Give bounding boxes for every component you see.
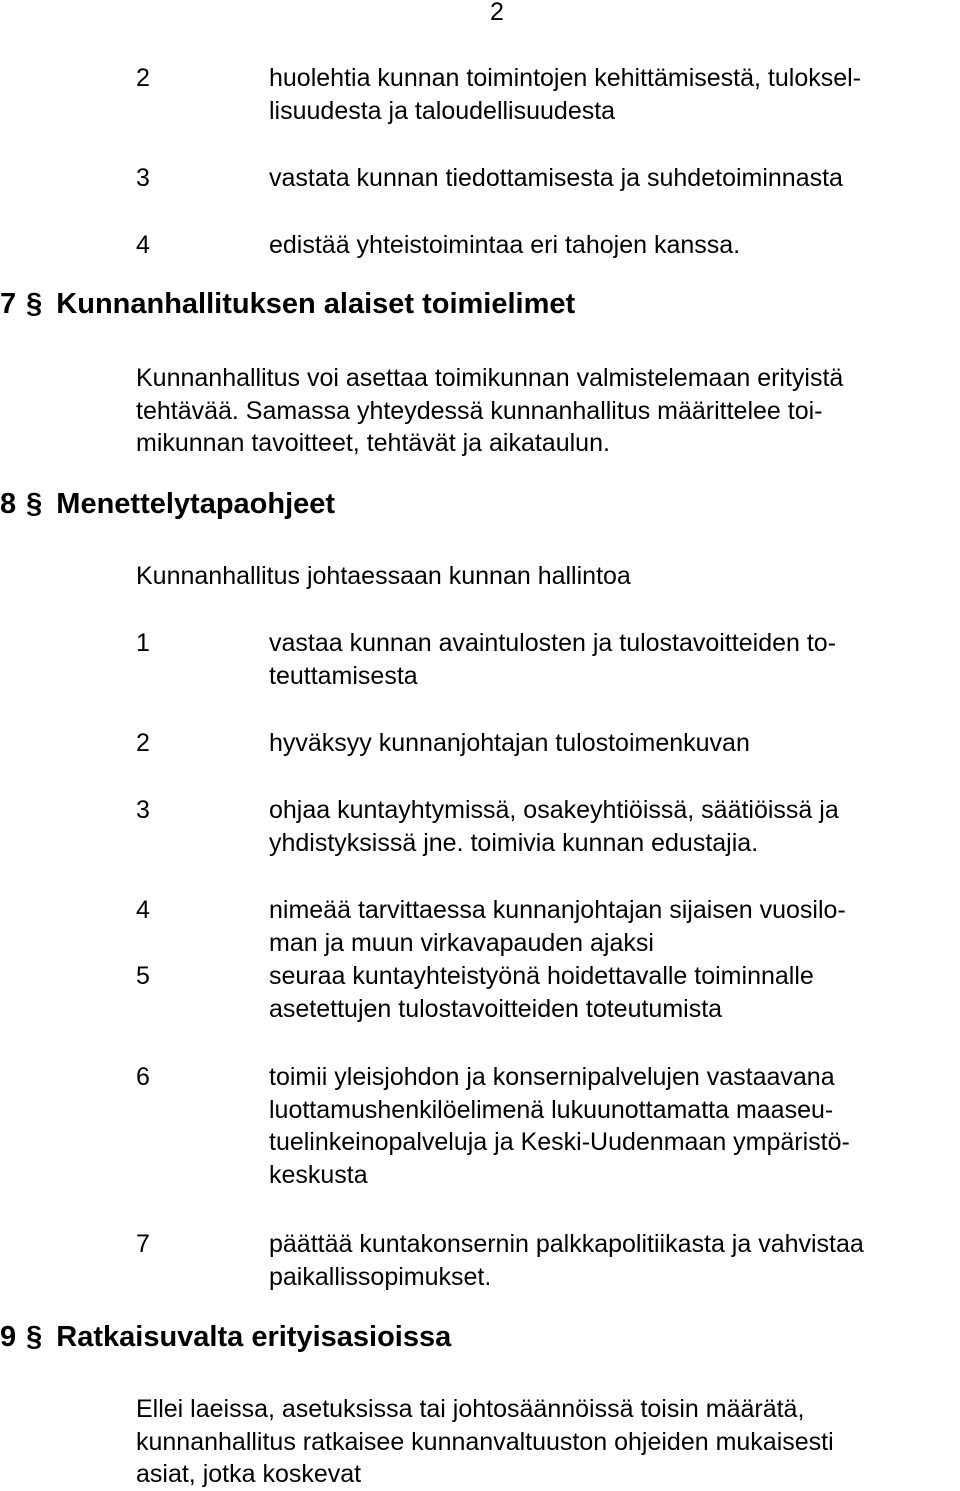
list-item-number: 3 <box>136 164 150 192</box>
list-item-text: toimii yleisjohdon ja konsernipalvelujen vastaavana luottamushenkilöelimenä lukuunottamatta maaseu- tuelinkeinopalveluja ja Keski-Uudenmaan ympäristö- keskusta <box>269 1063 850 1189</box>
section-7-heading <box>0 286 575 322</box>
section-symbol: § <box>26 288 43 320</box>
section-number: 9 <box>0 1321 17 1353</box>
section-9-body: Ellei laeissa, asetuksissa tai johtosäännöissä toisin määrätä, kunnanhallitus ratkaisee kunnanvaltuuston ohjeiden mukaisesti asiat, jotka koskevat <box>136 1395 834 1488</box>
list-item-number: 1 <box>136 629 150 657</box>
list-item-number: 3 <box>136 796 150 824</box>
list-item-number: 7 <box>136 1230 150 1258</box>
section-number: 7 <box>0 288 17 320</box>
section-8-heading <box>0 486 335 522</box>
section-9-heading <box>0 1319 451 1355</box>
list-item-text: ohjaa kuntayhtymissä, osakeyhtiöissä, säätiöissä ja yhdistyksissä jne. toimivia kunnan edustajia. <box>269 796 839 857</box>
list-item-number: 4 <box>136 231 150 259</box>
section-7-body: Kunnanhallitus voi asettaa toimikunnan valmistelemaan erityistä tehtävää. Samassa yhteydessä kunnanhallitus määrittelee toi- mikunnan tavoitteet, tehtävät ja aikataulun. <box>136 364 844 457</box>
list-item-text: huolehtia kunnan toimintojen kehittämisestä, tuloksel- lisuudesta ja taloudellisuudesta <box>269 64 862 125</box>
list-item-text: vastaa kunnan avaintulosten ja tulostavoitteiden to- teuttamisesta <box>269 629 837 690</box>
list-item-number: 4 <box>136 896 150 924</box>
list-item-text: edistää yhteistoimintaa eri tahojen kanssa. <box>269 231 741 259</box>
section-number: 8 <box>0 488 17 520</box>
list-item-text: päättää kuntakonsernin palkkapolitiikasta ja vahvistaa paikallissopimukset. <box>269 1230 864 1291</box>
list-item-number: 5 <box>136 962 150 990</box>
list-item-text: nimeää tarvittaessa kunnanjohtajan sijaisen vuosilo- man ja muun virkavapauden ajaksi <box>269 896 846 957</box>
section-symbol: § <box>26 1321 43 1353</box>
section-title: Ratkaisuvalta erityisasioissa <box>56 1321 452 1353</box>
section-symbol: § <box>26 488 43 520</box>
list-item-number: 6 <box>136 1063 150 1091</box>
list-item-number: 2 <box>136 64 150 92</box>
list-item-text: vastata kunnan tiedottamisesta ja suhdetoiminnasta <box>269 164 843 192</box>
page-number: 2 <box>490 0 504 26</box>
list-item-text: seuraa kuntayhteistyönä hoidettavalle toiminnalle asetettujen tulostavoitteiden toteutumista <box>269 962 814 1023</box>
section-8-intro: Kunnanhallitus johtaessaan kunnan hallintoa <box>136 562 631 590</box>
list-item-number: 2 <box>136 729 150 757</box>
section-title: Menettelytapaohjeet <box>56 488 336 520</box>
section-title: Kunnanhallituksen alaiset toimielimet <box>56 288 576 320</box>
list-item-text: hyväksyy kunnanjohtajan tulostoimenkuvan <box>269 729 750 757</box>
